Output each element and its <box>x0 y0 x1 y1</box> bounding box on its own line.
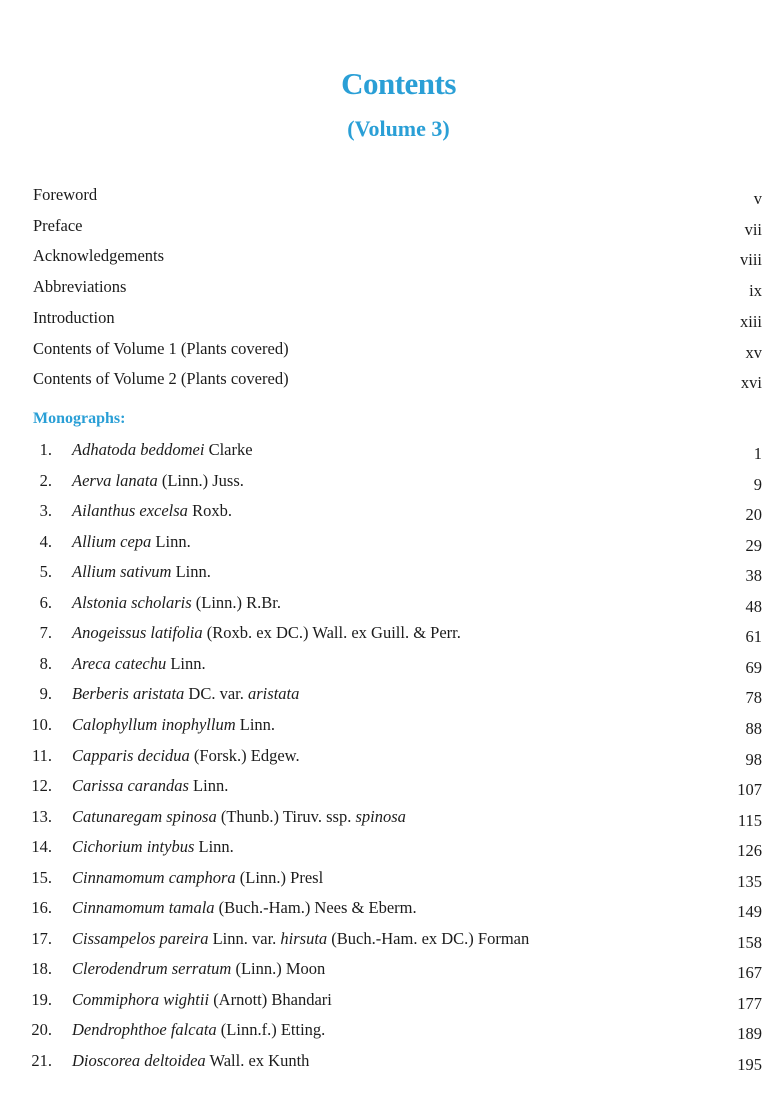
page-number: 126 <box>737 841 762 861</box>
entry-number: 5. <box>39 562 52 582</box>
author-citation: Wall. ex Kunth <box>205 1051 310 1070</box>
monograph-entry[interactable] <box>0 440 780 464</box>
monograph-entry[interactable] <box>0 776 780 800</box>
toc-entry[interactable] <box>0 185 780 209</box>
botanical-name: hirsuta <box>280 928 328 948</box>
monograph-entry[interactable] <box>0 654 780 678</box>
entry-number: 18. <box>31 959 52 979</box>
monographs-heading: Monographs: <box>33 410 126 427</box>
page-number: 9 <box>753 474 762 494</box>
entry-number: 15. <box>31 867 52 887</box>
monograph-entry[interactable] <box>0 532 780 556</box>
page-number: ix <box>749 281 762 301</box>
botanical-name: Ailanthus excelsa <box>72 501 188 521</box>
monograph-entry[interactable] <box>0 593 780 617</box>
plant-name <box>72 440 253 460</box>
entry-number: 9. <box>39 684 52 704</box>
page-number: 195 <box>737 1055 762 1074</box>
author-citation: (Linn.) Juss. <box>157 470 244 490</box>
monograph-entry[interactable] <box>0 929 780 953</box>
monograph-entry[interactable] <box>0 959 780 983</box>
author-citation: Linn. <box>171 562 211 582</box>
botanical-name: Dendrophthoe falcata <box>72 1020 217 1040</box>
entry-number: 16. <box>31 898 52 918</box>
botanical-name: Alstonia scholaris <box>72 592 192 612</box>
monograph-entry[interactable] <box>0 807 780 831</box>
botanical-name: Catunaregam spinosa <box>72 806 217 826</box>
page-number: 189 <box>737 1024 762 1044</box>
monograph-entry[interactable] <box>0 990 780 1014</box>
plant-name <box>72 990 332 1010</box>
entry-number: 14. <box>31 837 52 857</box>
entry-title: Contents of Volume 1 (Plants covered) <box>33 338 289 358</box>
page-number: 38 <box>745 566 762 586</box>
page-number: 167 <box>737 963 762 983</box>
entry-title: Acknowledgements <box>33 246 165 266</box>
entry-number: 4. <box>39 531 52 551</box>
botanical-name: Calophyllum inophyllum <box>72 714 236 734</box>
monograph-entry[interactable] <box>0 562 780 586</box>
botanical-name: Allium sativum <box>72 562 172 582</box>
plant-name <box>72 562 211 582</box>
entry-number: 10. <box>31 714 52 734</box>
page-number: xvi <box>740 373 762 393</box>
toc-entry[interactable] <box>0 216 780 240</box>
author-citation: Clarke <box>204 440 253 459</box>
plant-name <box>72 898 417 918</box>
entry-number: 3. <box>39 501 52 521</box>
page-number: v <box>753 189 762 208</box>
page-number: 69 <box>745 657 762 677</box>
botanical-name: Anogeissus latifolia <box>72 623 203 643</box>
botanical-name: Adhatoda beddomei <box>72 440 205 459</box>
author-citation: (Linn.) Moon <box>231 959 326 979</box>
monograph-entry[interactable] <box>0 868 780 892</box>
author-citation: Linn. <box>188 776 229 796</box>
monograph-entry[interactable] <box>0 1051 780 1075</box>
plant-name <box>72 807 406 827</box>
page-number: xiii <box>739 311 762 331</box>
page-number: 149 <box>737 902 762 922</box>
author-citation: (Linn.) Presl <box>235 867 324 887</box>
plant-name <box>72 715 275 735</box>
page-number: 115 <box>737 810 762 830</box>
entry-number: 19. <box>31 989 52 1009</box>
author-citation: Linn. <box>166 653 206 673</box>
plant-name <box>72 623 461 643</box>
entry-title: Foreword <box>33 185 98 204</box>
author-citation: Linn. <box>194 837 234 857</box>
monograph-entry[interactable] <box>0 501 780 525</box>
page-number: 1 <box>753 444 762 463</box>
botanical-name: Carissa carandas <box>72 776 189 796</box>
botanical-name: Berberis aristata <box>72 684 185 704</box>
botanical-name: Areca catechu <box>72 653 167 673</box>
author-citation: Linn. var. <box>208 928 281 948</box>
botanical-name: spinosa <box>355 806 406 826</box>
author-citation: (Linn.) R.Br. <box>191 592 282 612</box>
entry-number: 7. <box>39 623 52 643</box>
plant-name <box>72 471 244 491</box>
plant-name <box>72 746 300 766</box>
botanical-name: Dioscorea deltoidea <box>72 1051 206 1070</box>
botanical-name: Cinnamomum tamala <box>72 898 215 918</box>
botanical-name: Cinnamomum camphora <box>72 867 236 887</box>
entry-number: 6. <box>39 592 52 612</box>
page-number: 78 <box>745 688 762 708</box>
author-citation: DC. var. <box>184 684 249 704</box>
page-number: vii <box>744 219 762 239</box>
entry-number: 20. <box>31 1020 52 1040</box>
page-number: 107 <box>737 780 762 800</box>
page-number: 177 <box>737 993 762 1013</box>
toc-entry[interactable] <box>0 339 780 363</box>
toc-entry[interactable] <box>0 277 780 301</box>
plant-name <box>72 929 529 949</box>
author-citation: (Thunb.) Tiruv. ssp. <box>216 806 356 826</box>
plant-name <box>72 1020 325 1040</box>
plant-name <box>72 501 232 521</box>
plant-name <box>72 868 323 888</box>
entry-title: Preface <box>33 215 83 235</box>
entry-number: 21. <box>31 1051 52 1070</box>
page-number: 135 <box>737 871 762 891</box>
monograph-entry[interactable] <box>0 837 780 861</box>
plant-name <box>72 959 325 979</box>
monograph-entry[interactable] <box>0 715 780 739</box>
page-number: 29 <box>745 535 762 555</box>
page-number: viii <box>739 250 762 270</box>
plant-name <box>72 837 234 857</box>
author-citation: (Linn.f.) Etting. <box>216 1020 326 1040</box>
botanical-name: aristata <box>248 684 300 704</box>
entry-number: 13. <box>31 806 52 826</box>
page-number: 98 <box>745 749 762 769</box>
entry-number: 12. <box>31 776 52 796</box>
monograph-entry[interactable] <box>0 471 780 495</box>
monograph-entry[interactable] <box>0 746 780 770</box>
botanical-name: Aerva lanata <box>72 470 158 490</box>
author-citation: (Arnott) Bhandari <box>209 989 332 1009</box>
botanical-name: Commiphora wightii <box>72 989 210 1009</box>
plant-name <box>72 776 228 796</box>
plant-name <box>72 593 281 613</box>
page-number: 88 <box>745 718 762 738</box>
botanical-name: Clerodendrum serratum <box>72 959 232 979</box>
page-number: xv <box>745 342 762 362</box>
volume-subtitle: (Volume 3) <box>347 116 450 141</box>
entry-number: 8. <box>39 653 52 673</box>
entry-number: 11. <box>31 745 52 765</box>
monograph-entry[interactable] <box>0 623 780 647</box>
page-number: 20 <box>745 505 762 525</box>
page-number: 158 <box>737 932 762 952</box>
toc-entry[interactable] <box>0 246 780 270</box>
author-citation: (Buch.-Ham.) Nees & Eberm. <box>214 898 417 918</box>
botanical-name: Capparis decidua <box>72 745 190 765</box>
plant-name <box>72 684 299 704</box>
contents-title: Contents <box>341 66 456 101</box>
entry-number: 1. <box>39 440 52 459</box>
author-citation: (Roxb. ex DC.) Wall. ex Guill. & Perr. <box>202 623 461 643</box>
page-number: 48 <box>745 596 762 616</box>
toc-entry[interactable] <box>0 369 780 393</box>
monograph-entry[interactable] <box>0 1020 780 1044</box>
author-citation: (Buch.-Ham. ex DC.) Forman <box>327 928 530 948</box>
author-citation: Linn. <box>235 714 276 734</box>
monograph-entry[interactable] <box>0 898 780 922</box>
monograph-entry[interactable] <box>0 684 780 708</box>
entry-title: Abbreviations <box>33 277 127 297</box>
botanical-name: Allium cepa <box>72 531 152 551</box>
entry-title: Contents of Volume 2 (Plants covered) <box>33 369 289 389</box>
toc-entry[interactable] <box>0 308 780 332</box>
entry-title: Introduction <box>33 307 115 327</box>
entry-number: 17. <box>31 928 52 948</box>
author-citation: Roxb. <box>187 501 232 521</box>
botanical-name: Cissampelos pareira <box>72 928 209 948</box>
plant-name <box>72 654 206 674</box>
plant-name <box>72 1051 309 1071</box>
plant-name <box>72 532 191 552</box>
author-citation: (Forsk.) Edgew. <box>189 745 300 765</box>
botanical-name: Cichorium intybus <box>72 837 195 857</box>
page-number: 61 <box>745 627 762 647</box>
author-citation: Linn. <box>151 531 191 551</box>
entry-number: 2. <box>39 470 52 490</box>
